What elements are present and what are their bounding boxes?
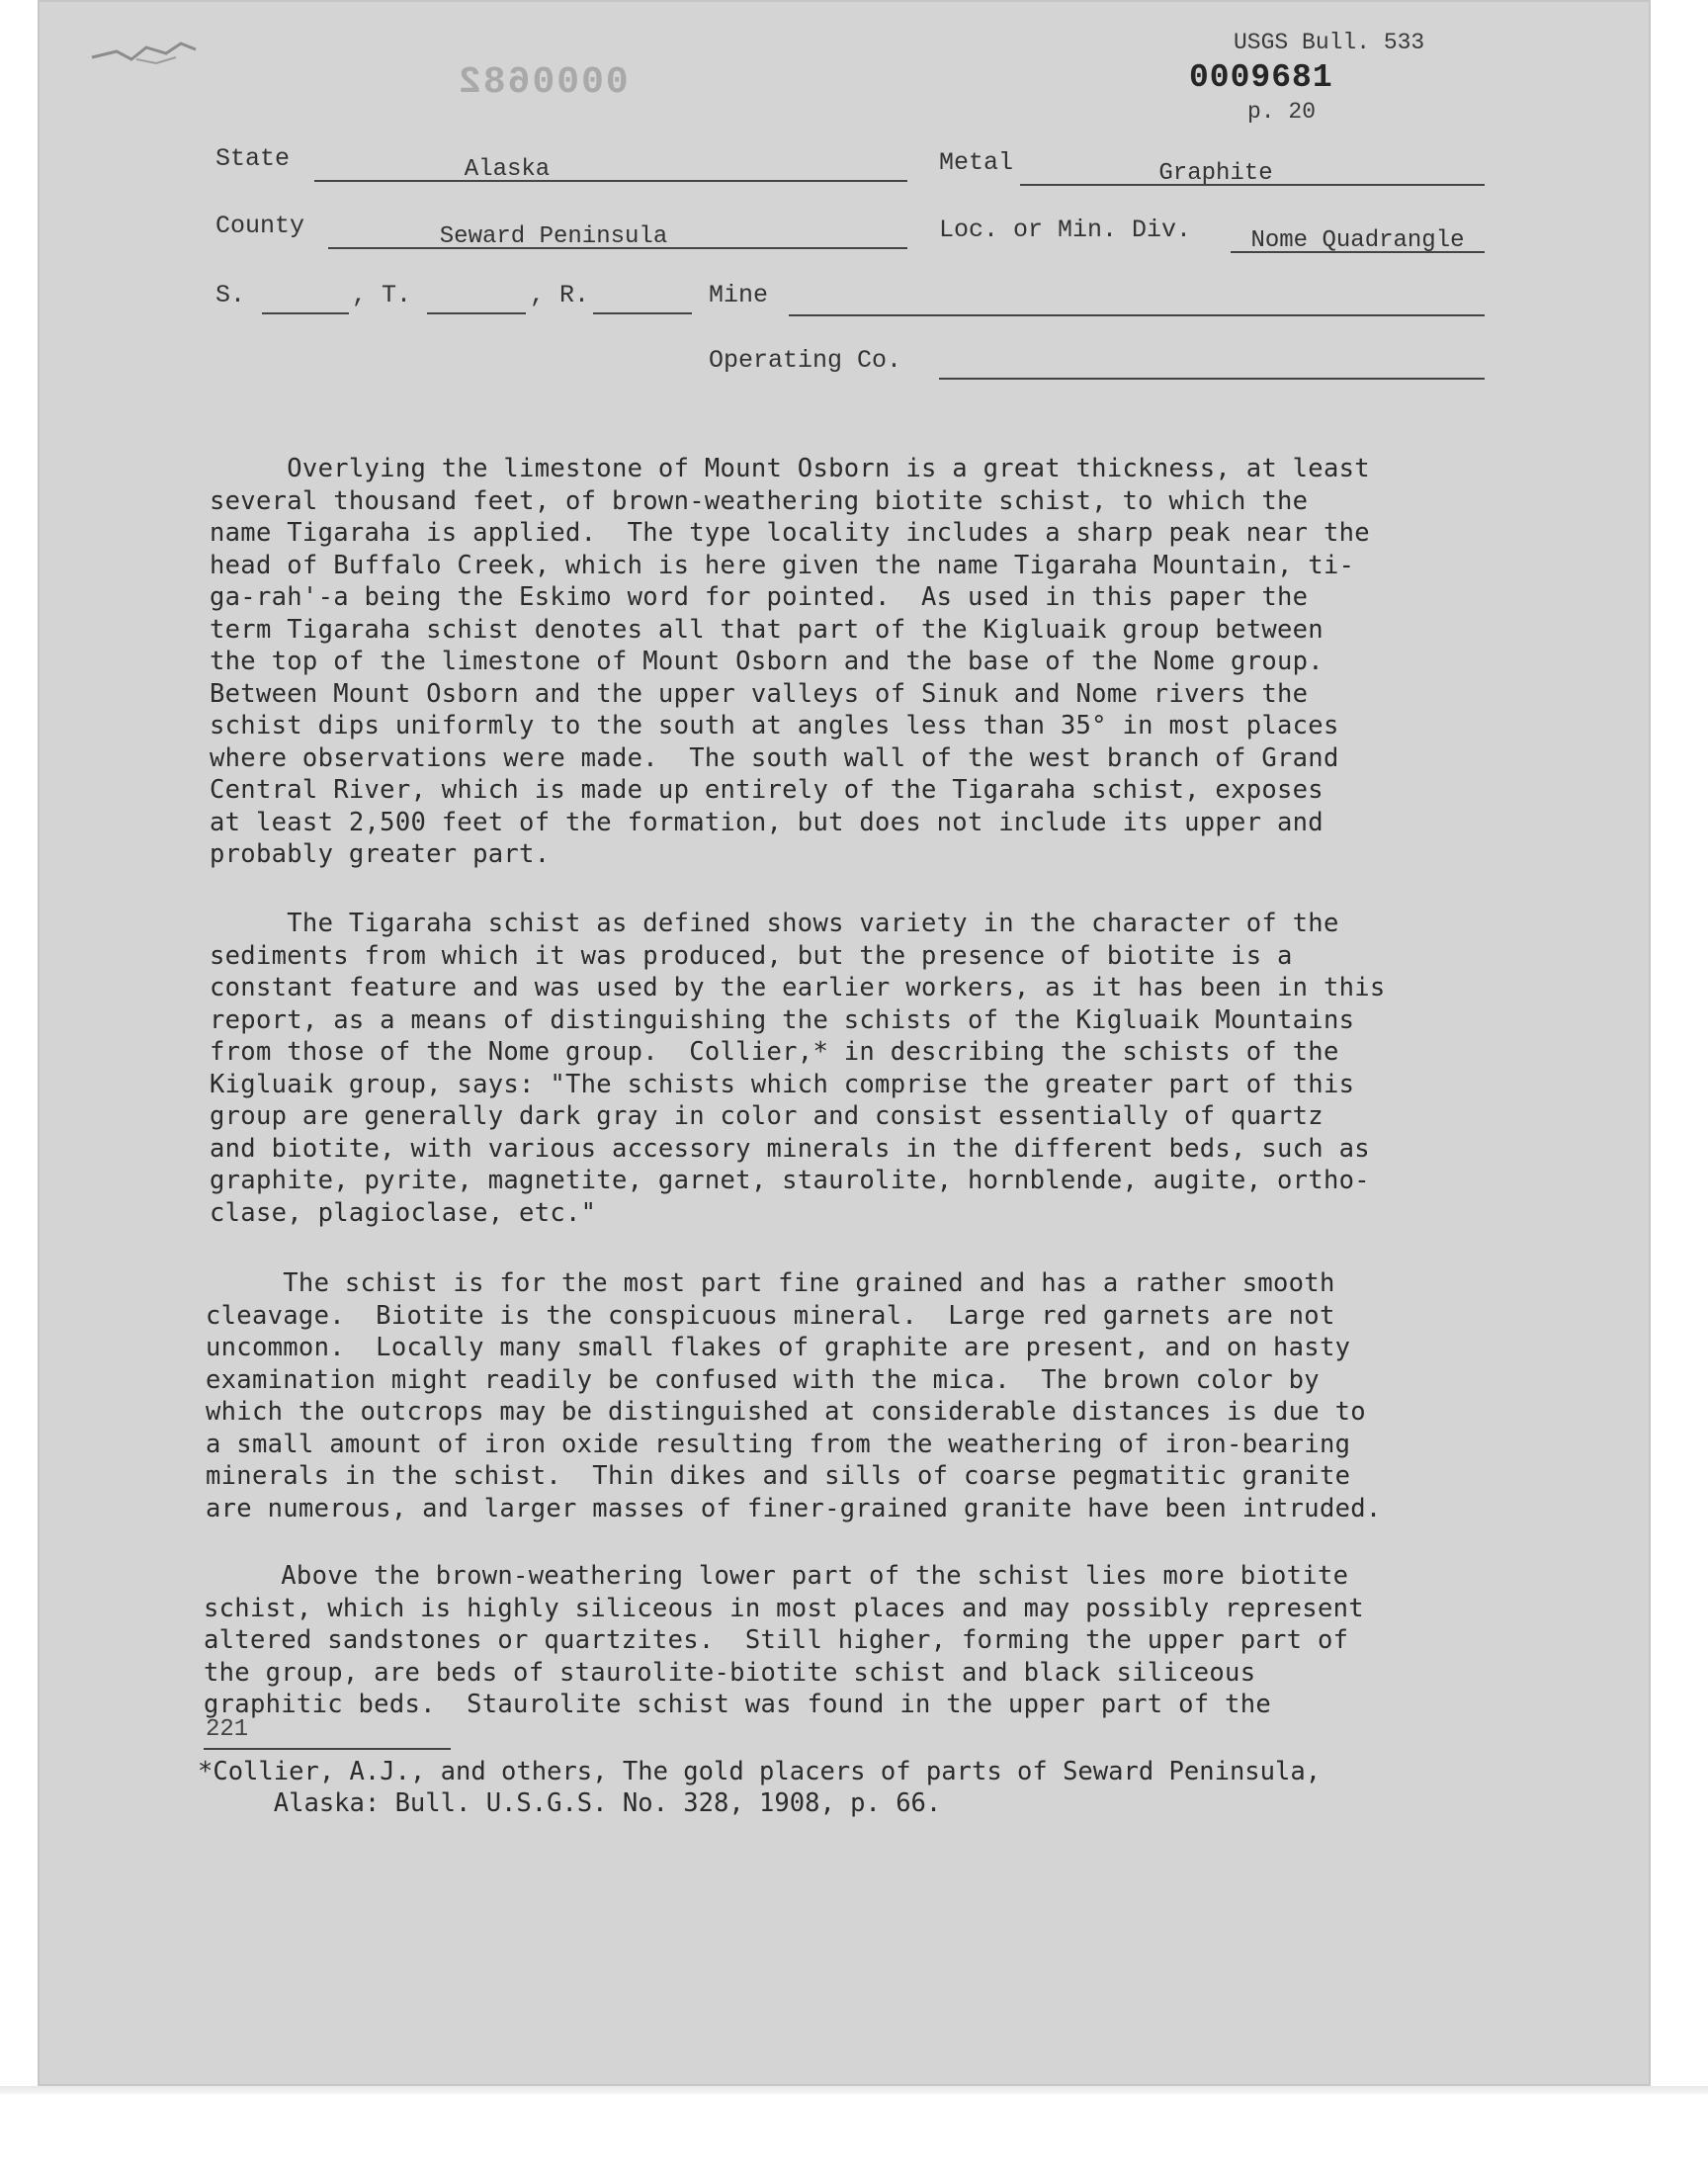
township-label: , T. [352, 281, 412, 309]
scan-edge [0, 2086, 1708, 2094]
section-label: S. [215, 281, 246, 309]
range-label: , R. [530, 281, 590, 309]
page-reference: p. 20 [1247, 99, 1317, 125]
ink-smudge [87, 30, 206, 78]
page-number: 221 [206, 1716, 249, 1743]
state-label: State [215, 144, 291, 173]
operating-co-rule [939, 378, 1485, 380]
paragraph-4: Above the brown-weathering lower part of the schist lies more biotite schist, which is highly siliceous in most places and may possibly represent altered sandstones or quartzites. Still higher, forming the upper part of the group, are beds of staurolite-biotite schist and black siliceous graphitic beds. Staurolite schist was found in the upper part of the [204, 1561, 1364, 1719]
stamp-number: 0009681 [1189, 59, 1333, 96]
faded-stamp-number: 0000682 [457, 61, 629, 104]
section-rule [262, 312, 349, 314]
bulletin-reference: USGS Bull. 533 [1234, 30, 1425, 55]
footnote-rule [204, 1748, 451, 1750]
paragraph-3: The schist is for the most part fine grained and has a rather smooth cleavage. Biotite is the conspicuous mineral. Large red garnets are not uncommon. Locally many small flakes of graphite are present, and on hasty examination might readily be confused with the mica. The brown color by which the outcrops may be distinguished at considerable distances is due to a small amount of iron oxide resulting from the weathering of iron-bearing minerals in the schist. Thin dikes and sills of coarse pegmatitic granite are numerous, and larger masses of finer-grained granite have been intruded. [206, 1268, 1382, 1523]
metal-value: Graphite [1158, 160, 1273, 187]
range-rule [593, 312, 692, 314]
paragraph-2: The Tigaraha schist as defined shows variety in the character of the sediments from which it was produced, but the presence of biotite is a constant feature and was used by the earlier workers, as it has been in this report, as a means of distinguishing the schists of the Kigluaik Mountains from those of the Nome group. Collier,* in describing the schists of the Kigluaik group, says: "The schists which comprise the greater part of this group are generally dark gray in color and consist essentially of quartz and biotite, with various accessory minerals in the different beds, such as graphite, pyrite, magnetite, garnet, staurolite, hornblende, augite, ortho- clase, plagioclase, etc." [210, 909, 1386, 1228]
mine-label: Mine [709, 281, 769, 309]
county-value: Seward Peninsula [439, 223, 668, 250]
township-rule [427, 312, 526, 314]
metal-label: Metal [939, 148, 1014, 177]
footnote: *Collier, A.J., and others, The gold placers of parts of Seward Peninsula, Alaska: Bull. U.S.G.S. No. 328, 1908, p. 66. [198, 1757, 1322, 1818]
paragraph-1: Overlying the limestone of Mount Osborn is a great thickness, at least several thousand feet, of brown-weathering biotite schist, to which the name Tigaraha is applied. The type locality includes a sharp peak near the head of Buffalo Creek, which is here given the name Tigaraha Mountain, ti- ga-rah'-a being the Eskimo word for pointed. As used in this paper the term Tigaraha schist denotes all that part of the Kigluaik group between the top of the limestone of Mount Osborn and the base of the Nome group. Between Mount Osborn and the upper valleys of Sinuk and Nome rivers the schist dips uniformly to the south at angles less than 35° in most places where observations were made. The south wall of the west branch of Grand Central River, which is made up entirely of the Tigaraha schist, exposes at least 2,500 feet of the formation, but does not include its upper and probably greater part. [210, 454, 1370, 869]
smudge-mark [87, 30, 206, 69]
loc-value: Nome Quadrangle [1250, 227, 1465, 254]
mine-rule [789, 314, 1485, 316]
operating-co-label: Operating Co. [709, 346, 902, 375]
state-value: Alaska [464, 156, 551, 183]
loc-label: Loc. or Min. Div. [939, 216, 1192, 244]
county-label: County [215, 212, 305, 240]
